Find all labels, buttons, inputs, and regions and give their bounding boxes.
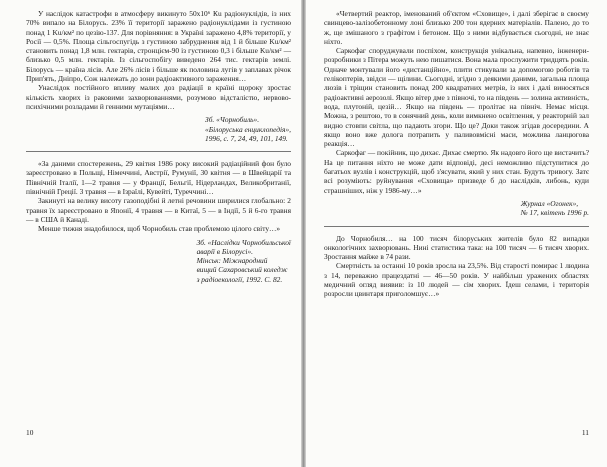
left-page bbox=[0, 0, 301, 467]
page-number: 10 bbox=[26, 428, 34, 437]
paragraph: «Четвертий реактор, іменований об'єктом «Сховище», і далі зберігає в своєму свинцево-залізобетонному лоні близько 200 тон ядерних матеріалів. Палено, до то ж, ще змішаного з графітом і бетоном. Що з ними відбувається сьогодні, не знає ніхто. bbox=[324, 9, 589, 46]
citation-line: 1996, с. 7, 24, 49, 101, 149. bbox=[205, 133, 288, 143]
citation bbox=[26, 115, 291, 143]
paragraph: Закинуті на велику висоту газоподібні й летні речовини ширилися глобально: 2 травня їх зареєстровано в Японії, 4 травня — в Китаї, 5 — в Індії, 5 й 6-го травня — в США й Канаді. bbox=[26, 196, 291, 224]
citation-line: аварії в Білорусі». bbox=[196, 246, 254, 256]
citation-line: Мінськ: Міжнародний bbox=[196, 256, 268, 266]
paragraph: Менше тижня знадобилося, щоб Чорнобиль став проблемою цілого світу…» bbox=[38, 224, 281, 234]
citation-line: Журнал «Огонек», bbox=[520, 198, 579, 208]
citation bbox=[324, 199, 589, 218]
citation-line: № 17, квітень 1996 р. bbox=[520, 208, 589, 218]
paragraph: До Чорнобиля… на 100 тисяч білоруських жителів було 82 випадки онкологічних захворювань. Нині статистика така: на 100 тисяч — 6 тисяч хворих. Зростання майже в 74 рази. bbox=[324, 233, 589, 262]
paragraph: Саркофаг — покійник, що дихає. Дихає смертю. Як надовго його ще вистачить? На це питання ніхто не може дати відповіді, десі неможливо підступитися до багатьох вузлів і конструкцій, щоб з'ясувати, який у них стан. Будуть тривогу. Затє всі розуміють: руйнування «Сховища» призведе б до наслідків, либонь, куди страшніших, ніж у 1986-му…» bbox=[324, 148, 589, 195]
paragraph: Смертність за останні 10 років зросла на 23,5%. Від старості помирає 1 людина з 14, переважно працездатні — 46—50 років. У найбільш уражених областях медичний огляд виявив: із 10 людей — сім хворих. Їдеш селами, і територія розросли цвинтаря приголомшує…» bbox=[324, 261, 589, 299]
citation-line: Зб. «Чорнобиль». bbox=[205, 115, 260, 125]
right-page bbox=[306, 0, 607, 467]
citation-line: «Білоруська енциклопедія», bbox=[205, 124, 291, 134]
page-number: 11 bbox=[581, 428, 589, 437]
divider bbox=[324, 226, 589, 227]
citation-line: вищий Сахаровський коледж bbox=[196, 265, 288, 275]
citation-line: з радіоекології, 1992. С. 82. bbox=[196, 274, 283, 284]
paragraph: Унаслідок постійного впливу малих доз радіації в країні щороку зростає кількість хворих із раковими захворюваннями, розумово відсталістю, нервово-психічними розладами й генними мутаціями… bbox=[26, 83, 291, 111]
citation bbox=[26, 238, 291, 284]
paragraph: «За даними спостережень, 29 квітня 1986 року високий радіаційний фон було зареєстровано в Польщі, Німеччині, Австрії, Румунії, 30 квітня — в Швейцарії та Північній Італії, 1—2 травня — у Франції, Бельгії, Нідерландах, Великобританії, північній Греції. 3 травня — в Ізраїлі, Кувейті, Туреччині… bbox=[26, 159, 291, 197]
citation-line: Зб. «Наслідки Чорнобильської bbox=[196, 237, 291, 247]
divider bbox=[26, 151, 291, 152]
paragraph: У наслідок катастрофи в атмосферу викинуто 50х10⁶ Кu радіонуклідів, із них 70% випало на Білорусь. 23% її території заражено радіонуклідами із густиною понад 1 Ku/км² по цезію-137. Для порівняння: в Україні заражено 4,8% території, у Росії — 0,5%. Площа сільгоспугідь з густиною забруднення від 1 й більше Ku/км² становить понад 1,8 млн. гектарів, стронцієм-90 із густиною 0,3 і більше Ku/км² — близько 0,5 млн. гектарів. Із сільгоспобігу виведено 264 тис. гектарів землі. Білорусь — країна лісів. Але 26% лісів і більше як половина лугів у заплавах річок Прип'ять, Дніпро, Сож належать до зони радіоактивного зараження… bbox=[26, 9, 291, 84]
paragraph: Саркофаг споруджували поспіхом, конструкція унікальна, напевно, інженери-розробники з Пітера можуть нею пишатися. Вона мала прослужити тридцять років. Одначе монтували його «дистанційно», плити стикували за допомогою роботів та гелікоптерів, звідси — щілини. Сьогодні, згідно з деякими даними, загальна площа люзів і тріщин становить понад 200 квадратних метрів, із них і далі виносяться радіоактивні аерозолі. Якщо вітер дме з півночі, то на південь — золина активність, вода, плутоній, цезій… Якщо на південь — пролітає на північ. Немає місця. Можна, з рештою, то в сонячний день, коли вимкнено освітлення, у реакторній зал видно стовпи світла, що падають згори. Що це? Доки також згідав досередини. А якщо воно вже долога потрапить у паливовмісні маси, можлива ланцюгова реакція… bbox=[324, 46, 589, 149]
